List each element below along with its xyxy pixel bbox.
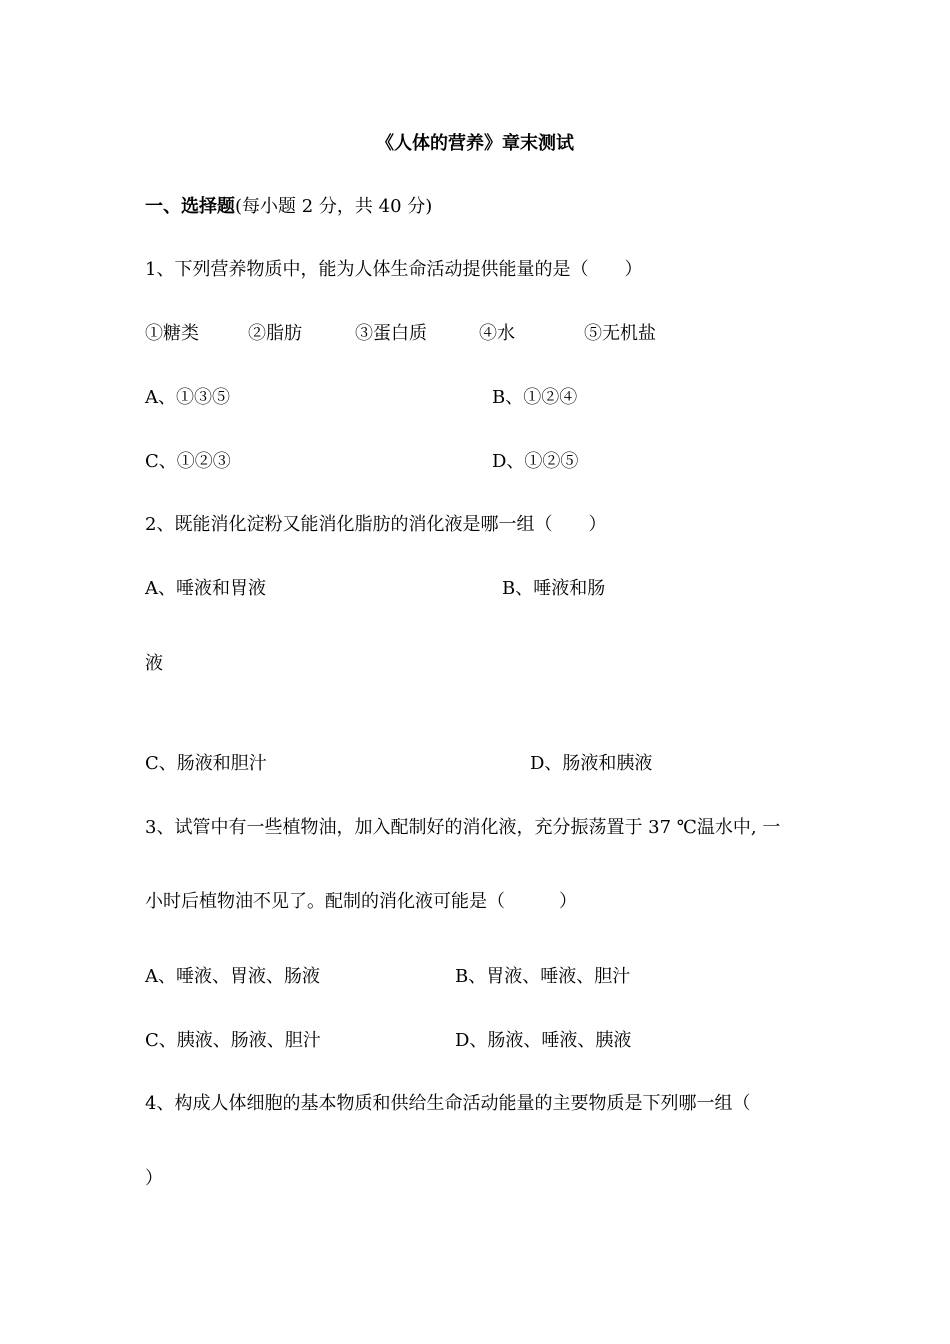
question-1-option-b: B、①②④ [492,387,578,408]
question-1-option-a: A、①③⑤ [145,387,230,408]
question-2-option-a: A、唾液和胃液 [145,578,266,599]
question-3-option-c: C、胰液、肠液、胆汁 [145,1030,321,1051]
question-3-option-d: D、肠液、唾液、胰液 [455,1030,632,1051]
question-3-option-a: A、唾液、胃液、肠液 [145,966,320,987]
question-4-stem-line-1: 4、构成人体细胞的基本物质和供给生命活动能量的主要物质是下列哪一组（ [145,1093,751,1114]
section-heading-note: (每小题 2 分，共 40 分) [235,196,433,217]
section-heading-label: 一、选择题 [145,196,235,217]
question-1-item-1: ①糖类 [145,323,199,344]
question-2-option-b-continued: 液 [145,653,163,674]
question-1-item-5: ⑤无机盐 [584,323,656,344]
question-3-stem-line-2: 小时后植物油不见了。配制的消化液可能是（ ） [145,891,577,912]
question-3-option-b: B、胃液、唾液、胆汁 [455,966,631,987]
question-4-stem-line-2: ） [145,1168,163,1189]
question-1-item-3: ③蛋白质 [355,323,427,344]
question-1-stem: 1、下列营养物质中，能为人体生命活动提供能量的是（ ） [145,259,643,280]
question-2-option-b: B、唾液和肠 [502,578,606,599]
question-1-option-c: C、①②③ [145,451,231,472]
question-3-stem-line-1: 3、试管中有一些植物油，加入配制好的消化液，充分振荡置于 37 ℃温水中, 一 [145,817,781,838]
section-heading [145,195,432,219]
page-title: 《人体的营养》章末测试 [376,133,574,154]
question-1-option-d: D、①②⑤ [492,451,579,472]
question-1-item-2: ②脂肪 [248,323,302,344]
question-2-stem: 2、既能消化淀粉又能消化脂肪的消化液是哪一组（ ） [145,514,607,535]
question-2-option-d: D、肠液和胰液 [530,753,653,774]
question-2-option-c: C、肠液和胆汁 [145,753,267,774]
question-1-item-4: ④水 [479,323,515,344]
